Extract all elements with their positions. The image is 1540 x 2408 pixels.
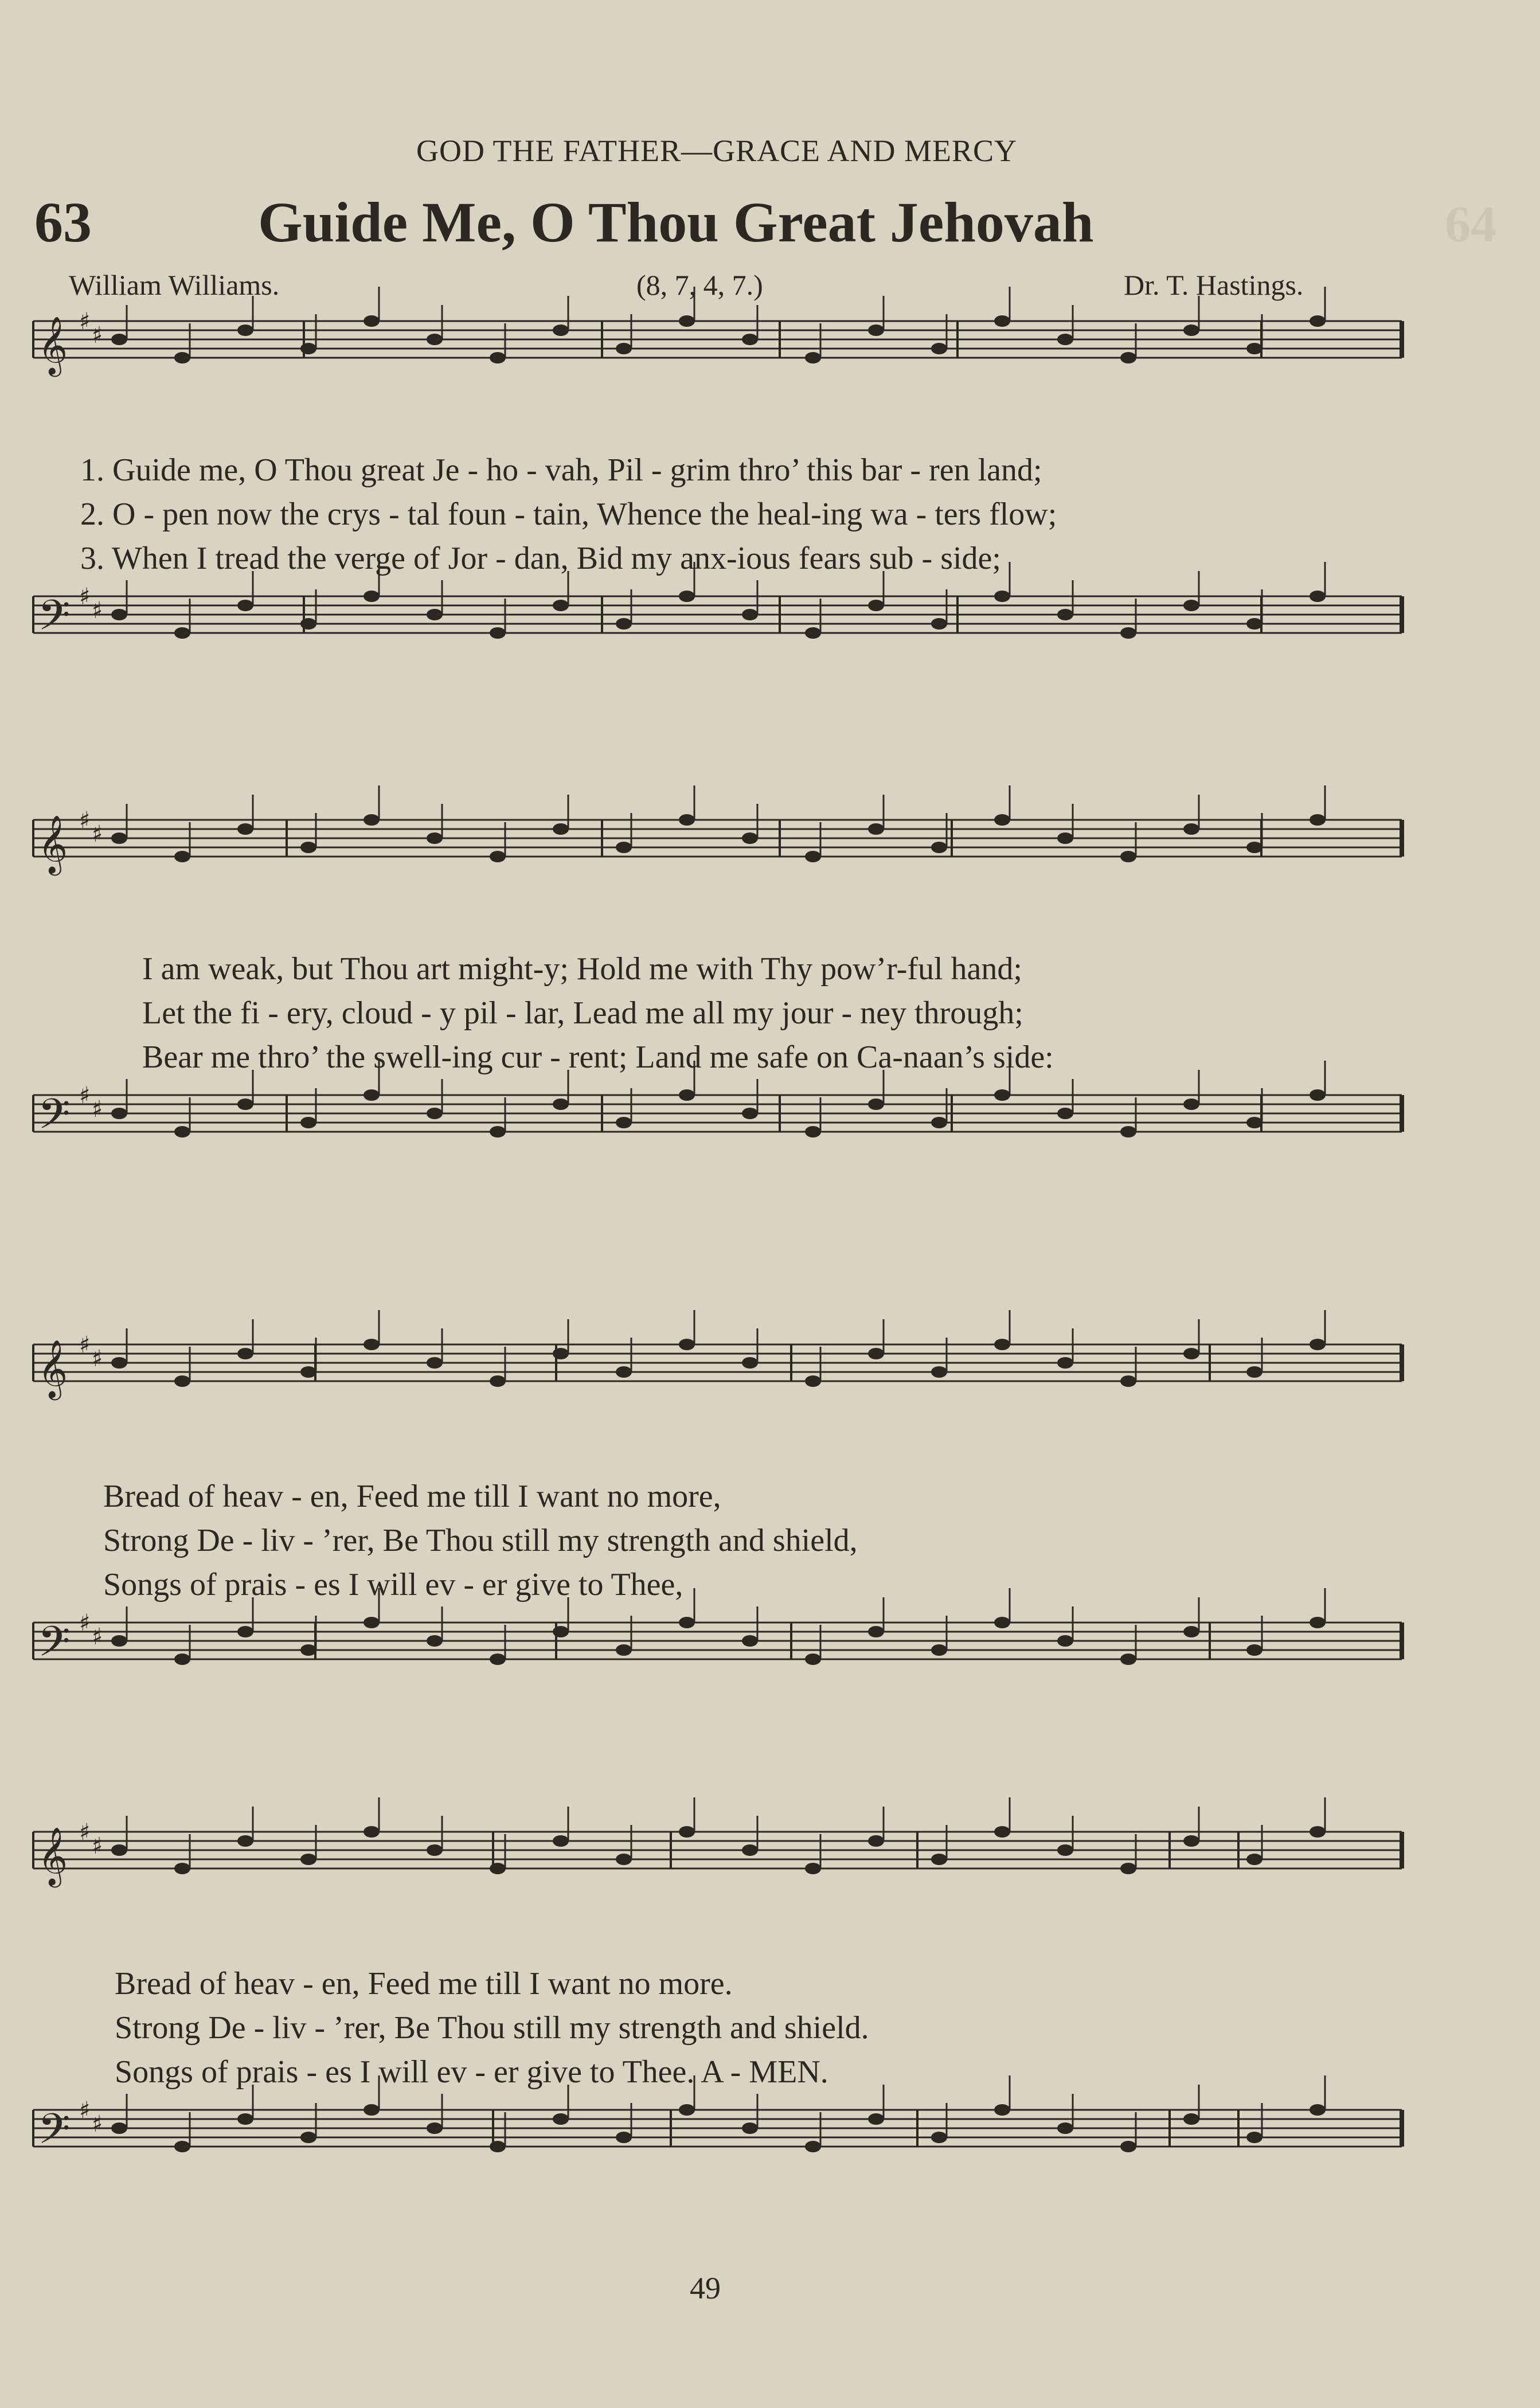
- note-head: [174, 1375, 190, 1387]
- note-head: [363, 1826, 380, 1838]
- note-head: [427, 1108, 443, 1119]
- note-head: [490, 627, 506, 639]
- note-head: [553, 1626, 569, 1637]
- note-head: [490, 1653, 506, 1665]
- key-sharp: ♯: [79, 1819, 91, 1846]
- key-sharp: ♯: [92, 2111, 103, 2137]
- note-head: [805, 851, 821, 862]
- key-sharp: ♯: [79, 308, 91, 335]
- note-head: [553, 1835, 569, 1847]
- note-head: [616, 1854, 632, 1865]
- note-head: [174, 627, 190, 639]
- note-head: [1057, 1108, 1073, 1119]
- note-head: [805, 1375, 821, 1387]
- note-head: [490, 1863, 506, 1874]
- note-head: [300, 1117, 316, 1128]
- note-head: [553, 1348, 569, 1359]
- note-head: [111, 1357, 127, 1369]
- note-head: [490, 851, 506, 862]
- note-head: [111, 334, 127, 345]
- note-head: [427, 832, 443, 844]
- note-head: [931, 1117, 947, 1128]
- note-head: [1057, 1844, 1073, 1856]
- note-head: [1310, 814, 1326, 826]
- key-sharp: ♯: [92, 597, 103, 624]
- verse-3-line: Songs of prais - es I will ev - er give to Thee,: [103, 1567, 683, 1602]
- key-sharp: ♯: [92, 1096, 103, 1123]
- note-head: [1183, 600, 1199, 611]
- note-head: [300, 1644, 316, 1656]
- key-sharp: ♯: [92, 821, 103, 847]
- note-head: [1120, 1653, 1136, 1665]
- note-head: [742, 1844, 758, 1856]
- note-head: [679, 1339, 695, 1350]
- note-head: [363, 2104, 380, 2116]
- note-head: [1120, 851, 1136, 862]
- note-head: [868, 2113, 884, 2125]
- note-head: [742, 1357, 758, 1369]
- note-head: [679, 814, 695, 826]
- key-sharp: ♯: [92, 1624, 103, 1650]
- note-head: [490, 352, 506, 363]
- note-head: [174, 1653, 190, 1665]
- note-head: [1310, 1089, 1326, 1101]
- note-head: [1120, 627, 1136, 639]
- note-head: [1120, 1375, 1136, 1387]
- note-head: [1183, 325, 1199, 336]
- note-head: [237, 823, 253, 835]
- note-head: [1183, 1835, 1199, 1847]
- note-head: [1310, 1617, 1326, 1628]
- note-head: [111, 1108, 127, 1119]
- note-head: [742, 1635, 758, 1647]
- key-sharp: ♯: [79, 1610, 91, 1636]
- note-head: [427, 1635, 443, 1647]
- verse-2-line: Strong De - liv - ’rer, Be Thou still my strength and shield,: [103, 1523, 858, 1558]
- note-head: [868, 1099, 884, 1110]
- note-head: [994, 814, 1010, 826]
- key-sharp: ♯: [79, 1082, 91, 1109]
- note-head: [868, 325, 884, 336]
- note-head: [427, 334, 443, 345]
- note-head: [679, 1089, 695, 1101]
- note-head: [931, 1644, 947, 1656]
- note-head: [994, 315, 1010, 327]
- verse-3-line: Songs of prais - es I will ev - er give to Thee. A - MEN.: [115, 2054, 828, 2090]
- note-head: [300, 2132, 316, 2143]
- note-head: [805, 352, 821, 363]
- note-head: [490, 1375, 506, 1387]
- treble-clef: 𝄞: [38, 1339, 68, 1398]
- note-head: [931, 343, 947, 354]
- note-head: [427, 2122, 443, 2134]
- note-head: [553, 823, 569, 835]
- page-number: 49: [690, 2271, 721, 2305]
- note-head: [363, 1617, 380, 1628]
- verse-1-line: 1. Guide me, O Thou great Je - ho - vah, Pil - grim thro’ this bar - ren land;: [80, 452, 1042, 488]
- bass-clef: 𝄢: [38, 591, 71, 650]
- note-head: [237, 1626, 253, 1637]
- note-head: [868, 1626, 884, 1637]
- note-head: [427, 609, 443, 620]
- note-head: [931, 1854, 947, 1865]
- note-head: [237, 2113, 253, 2125]
- note-head: [679, 591, 695, 602]
- bass-clef: 𝄢: [38, 1617, 71, 1676]
- note-head: [742, 2122, 758, 2134]
- note-head: [742, 334, 758, 345]
- note-head: [1310, 2104, 1326, 2116]
- note-head: [931, 1366, 947, 1378]
- note-head: [1120, 1126, 1136, 1137]
- note-head: [1246, 2132, 1263, 2143]
- note-head: [1057, 609, 1073, 620]
- note-head: [1246, 1117, 1263, 1128]
- note-head: [237, 1835, 253, 1847]
- verse-2-line: Let the fi - ery, cloud - y pil - lar, Lead me all my jour - ney through;: [142, 995, 1023, 1031]
- key-sharp: ♯: [79, 1332, 91, 1358]
- note-head: [616, 1117, 632, 1128]
- note-head: [616, 618, 632, 630]
- note-head: [679, 1826, 695, 1838]
- note-head: [174, 1126, 190, 1137]
- note-head: [1310, 591, 1326, 602]
- note-head: [742, 832, 758, 844]
- note-head: [1183, 1626, 1199, 1637]
- note-head: [237, 1099, 253, 1110]
- note-head: [490, 1126, 506, 1137]
- note-head: [994, 1826, 1010, 1838]
- note-head: [1246, 842, 1263, 853]
- note-head: [931, 618, 947, 630]
- note-head: [1057, 1357, 1073, 1369]
- note-head: [868, 1835, 884, 1847]
- note-head: [1310, 1826, 1326, 1838]
- key-sharp: ♯: [92, 322, 103, 349]
- note-head: [1246, 1854, 1263, 1865]
- bass-clef: 𝄢: [38, 1089, 71, 1148]
- note-head: [174, 2141, 190, 2152]
- note-head: [300, 618, 316, 630]
- note-head: [805, 2141, 821, 2152]
- note-head: [1183, 1099, 1199, 1110]
- note-head: [363, 814, 380, 826]
- note-head: [1183, 823, 1199, 835]
- key-sharp: ♯: [79, 807, 91, 834]
- note-head: [111, 1844, 127, 1856]
- note-head: [237, 325, 253, 336]
- note-head: [427, 1844, 443, 1856]
- verse-1-line: I am weak, but Thou art might-y; Hold me with Thy pow’r-ful hand;: [142, 951, 1022, 987]
- verse-2-line: 2. O - pen now the crys - tal foun - tain, Whence the heal-ing wa - ters flow;: [80, 497, 1057, 532]
- note-head: [1120, 2141, 1136, 2152]
- note-head: [111, 2122, 127, 2134]
- note-head: [300, 1854, 316, 1865]
- note-head: [553, 1099, 569, 1110]
- note-head: [1246, 1644, 1263, 1656]
- verse-2-line: Strong De - liv - ’rer, Be Thou still my strength and shield.: [115, 2010, 869, 2046]
- note-head: [1310, 315, 1326, 327]
- note-head: [616, 343, 632, 354]
- key-sharp: ♯: [79, 2097, 91, 2124]
- meter-credit: (8, 7, 4, 7.): [636, 269, 763, 301]
- note-head: [805, 1126, 821, 1137]
- treble-clef: 𝄞: [38, 315, 68, 374]
- verse-1-line: Bread of heav - en, Feed me till I want no more,: [103, 1479, 721, 1514]
- bleed-through-hymn-number: 64: [1445, 196, 1496, 253]
- note-head: [994, 1089, 1010, 1101]
- note-head: [1246, 1366, 1263, 1378]
- note-head: [1246, 343, 1263, 354]
- note-head: [363, 1339, 380, 1350]
- note-head: [931, 842, 947, 853]
- note-head: [1120, 1863, 1136, 1874]
- note-head: [679, 2104, 695, 2116]
- note-head: [1057, 1635, 1073, 1647]
- note-head: [868, 600, 884, 611]
- note-head: [427, 1357, 443, 1369]
- note-head: [805, 1863, 821, 1874]
- note-head: [1246, 618, 1263, 630]
- note-head: [237, 600, 253, 611]
- note-head: [174, 1863, 190, 1874]
- treble-clef: 𝄞: [38, 814, 68, 873]
- note-head: [616, 842, 632, 853]
- hymn-title: Guide Me, O Thou Great Jehovah: [258, 190, 1094, 254]
- note-head: [1183, 2113, 1199, 2125]
- note-head: [1120, 352, 1136, 363]
- note-head: [616, 2132, 632, 2143]
- author-credit: William Williams.: [69, 269, 280, 301]
- bass-clef: 𝄢: [38, 2104, 71, 2163]
- note-head: [111, 832, 127, 844]
- note-head: [111, 1635, 127, 1647]
- note-head: [174, 352, 190, 363]
- note-head: [616, 1644, 632, 1656]
- note-head: [174, 851, 190, 862]
- treble-clef: 𝄞: [38, 1826, 68, 1885]
- note-head: [994, 1617, 1010, 1628]
- note-head: [931, 2132, 947, 2143]
- key-sharp: ♯: [79, 584, 91, 610]
- note-head: [490, 2141, 506, 2152]
- note-head: [616, 1366, 632, 1378]
- note-head: [237, 1348, 253, 1359]
- note-head: [994, 1339, 1010, 1350]
- note-head: [994, 591, 1010, 602]
- note-head: [553, 325, 569, 336]
- note-head: [300, 842, 316, 853]
- note-head: [1057, 2122, 1073, 2134]
- note-head: [805, 627, 821, 639]
- note-head: [1310, 1339, 1326, 1350]
- verse-3-line: Bear me thro’ the swell-ing cur - rent; Land me safe on Ca-naan’s side:: [142, 1039, 1054, 1075]
- note-head: [363, 591, 380, 602]
- key-sharp: ♯: [92, 1346, 103, 1372]
- note-head: [994, 2104, 1010, 2116]
- note-head: [300, 1366, 316, 1378]
- note-head: [553, 2113, 569, 2125]
- note-head: [1057, 334, 1073, 345]
- hymn-number: 63: [34, 190, 92, 254]
- note-head: [742, 1108, 758, 1119]
- note-head: [553, 600, 569, 611]
- verse-3-line: 3. When I tread the verge of Jor - dan, Bid my anx-ious fears sub - side;: [80, 541, 1001, 576]
- note-head: [679, 1617, 695, 1628]
- key-sharp: ♯: [92, 1833, 103, 1859]
- verse-1-line: Bread of heav - en, Feed me till I want no more.: [115, 1966, 733, 2002]
- note-head: [300, 343, 316, 354]
- note-head: [111, 609, 127, 620]
- note-head: [679, 315, 695, 327]
- note-head: [805, 1653, 821, 1665]
- section-title: GOD THE FATHER—GRACE AND MERCY: [416, 134, 1018, 168]
- note-head: [363, 1089, 380, 1101]
- note-head: [868, 1348, 884, 1359]
- note-head: [363, 315, 380, 327]
- note-head: [1057, 832, 1073, 844]
- note-head: [1183, 1348, 1199, 1359]
- composer-credit: Dr. T. Hastings.: [1124, 269, 1304, 301]
- note-head: [868, 823, 884, 835]
- note-head: [742, 609, 758, 620]
